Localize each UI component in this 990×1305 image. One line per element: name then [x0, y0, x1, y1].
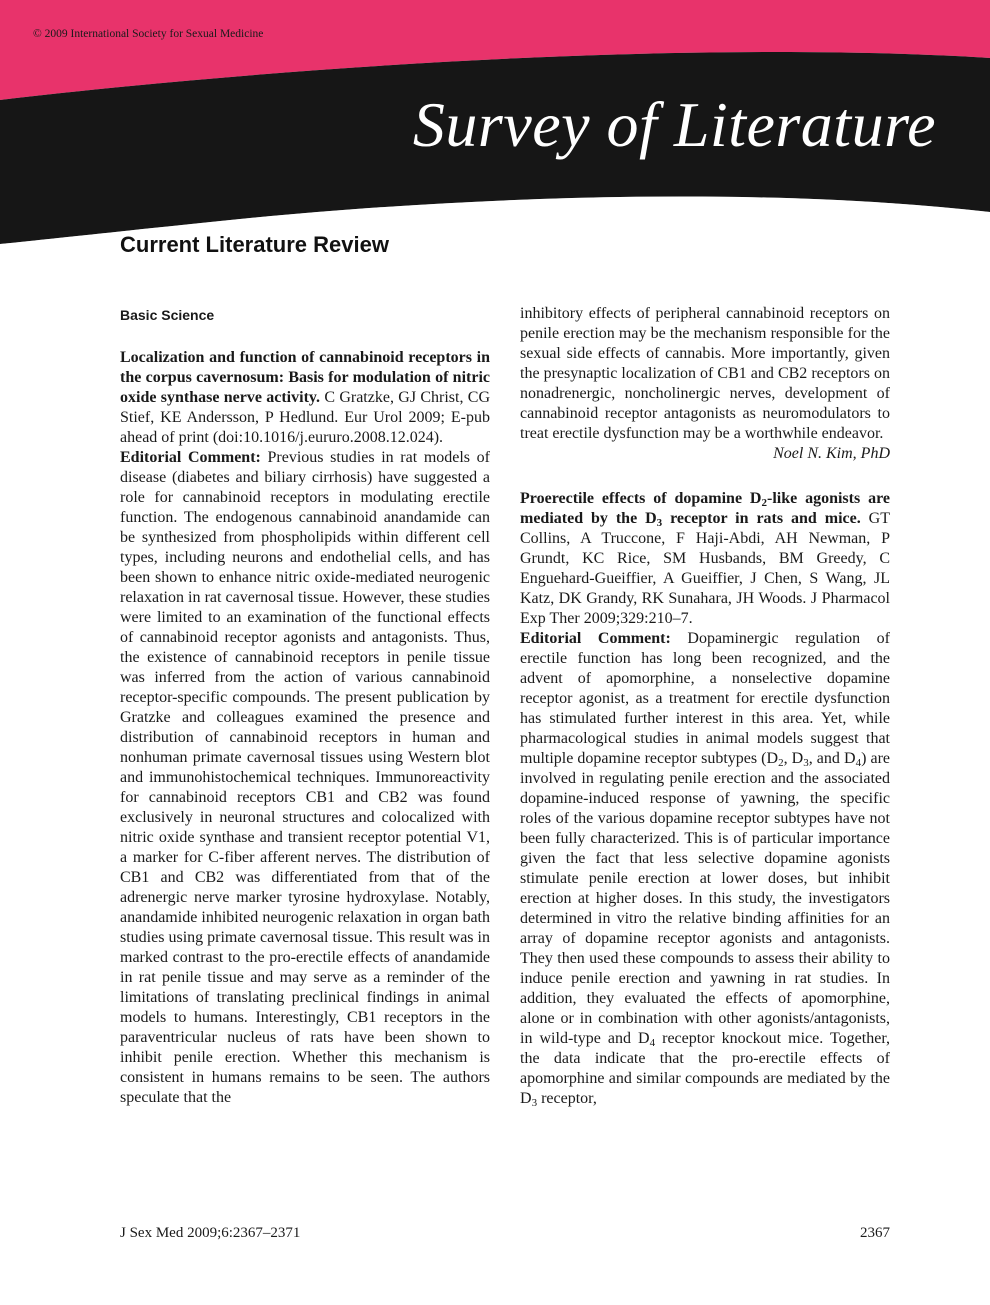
copyright-notice: © 2009 International Society for Sexual Medicine [33, 28, 264, 40]
article1-comment-continued: inhibitory effects of peripheral cannabinoid receptors on penile erection may be the mechanism responsible for the sexual side effects of cannabis. More importantly, given the presynaptic localization of CB1 and CB2 receptors on nonadrenergic, noncholinergic nerves, development of cannabinoid receptor antagonists as neuromodulators to treat erectile dysfunction may be a worthwhile endeavor. [520, 305, 890, 442]
left-column [120, 306, 490, 1108]
journal-citation-footer: J Sex Med 2009;6:2367–2371 [120, 1225, 301, 1241]
right-column [520, 304, 890, 1109]
editorial-comment-label: Editorial Comment: [520, 630, 671, 647]
article1-title: Localization and function of cannabinoid receptors in the corpus cavernosum: Basis for modulation of nitric oxide synthase nerve activity. [120, 349, 490, 406]
article2-citation: GT Collins, A Truccone, F Haji-Abdi, AH Newman, P Grundt, KC Rice, SM Husbands, BM Greedy, C Enguehard-Gueiffier, A Gueiffier, J Chen, S Wang, JL Katz, DK Grandy, RK Sunahara, JH Woods. J Pharmacol Exp Ther 2009;329:210–7. [520, 510, 891, 627]
article1-comment-text: Previous studies in rat models of disease (diabetes and biliary cirrhosis) have suggested a role for cannabinoid receptors in modulating erectile function. The endogenous cannabinoid anandamide can be synthesized from phospholipids within different cell types, including neurons and endothelial cells, and has been shown to enhance nitric oxide-mediated neurogenic relaxation in rat cavernosal tissue. However, these studies were limited to an examination of the functional effects of cannabinoid receptor agonists and antagonists. Thus, the existence of cannabinoid receptors in penile tissue was inferred from the action of various cannabinoid receptor-specific compounds. The present publication by Gratzke and colleagues examined the presence and distribution of cannabinoid receptors in human and nonhuman primate cavernosal tissues using Western blot and immunohistochemical techniques. Immunoreactivity for cannabinoid receptors CB1 and CB2 was found exclusively in neuronal structures and colocalized with nitric oxide synthase and transient receptor potential V1, a marker for C-fiber afferent nerves. The distribution of CB1 and CB2 was differentiated from that of the adrenergic nerve marker tyrosine hydroxylase. Notably, anandamide inhibited neurogenic relaxation in organ bath studies using primate cavernosal tissue. This result was in marked contrast to the pro-erectile effects of anandamide in rat penile tissue and may serve as a reminder of the limitations of translating preclinical findings in animal models to humans. Interestingly, CB1 receptors in the paraventricular nucleus of rats have been shown to inhibit penile erection. Whether this mechanism is consistent in humans remains to be seen. The authors speculate that the [120, 449, 490, 1106]
article1-signature: Noel N. Kim, PhD [773, 445, 890, 462]
page-number: 2367 [860, 1225, 890, 1241]
editorial-comment-label: Editorial Comment: [120, 449, 261, 466]
article1-reference [120, 348, 490, 448]
section-title: Current Literature Review [120, 232, 389, 257]
article1-citation: C Gratzke, GJ Christ, CG Stief, KE Andersson, P Hedlund. Eur Urol 2009; E-pub ahead of print (doi:10.1016/j.eururo.2008.12.024). [120, 389, 491, 446]
banner-title: Survey of Literature [412, 89, 936, 160]
article2-title: Proerectile effects of dopamine $D_2$-like agonists are mediated by the $D_3$ receptor in rats and mice. [520, 490, 890, 529]
article2-comment: Editorial Comment: Dopaminergic regulation of erectile function has long been recognized, and the advent of apomorphine, a nonselective dopamine receptor agonist, as a treatment for erectile dysfunction has stimulated further interest in this area. Yet, while pharmacological studies in animal models suggest that multiple dopamine receptor subtypes ($D_2$, $D_3$, and $D_4$) are involved in regulating penile erection and the associated dopamine-induced response of yawning, the specific roles of the various dopamine receptor subtypes have not been fully characterized. This is of particular importance given the fact that less selective dopamine agonists stimulate penile erection at lower doses, but inhibit erection at higher doses. In this study, the investigators determined in vitro the relative binding affinities for an array of dopamine receptor agonists and antagonists. They then used these compounds to assess their ability to induce penile erection and yawning in rat studies. In addition, they evaluated the effects of apomorphine, alone or in combination with other agonists/antagonists, in wild-type and $D_4$ receptor knockout mice. Together, the data indicate that the pro-erectile effects of apomorphine and similar compounds are mediated by the $D_3$ receptor, [520, 630, 891, 1109]
article1-comment [120, 448, 490, 1108]
category-heading: Basic Science [120, 307, 215, 323]
article2-reference [520, 489, 890, 629]
